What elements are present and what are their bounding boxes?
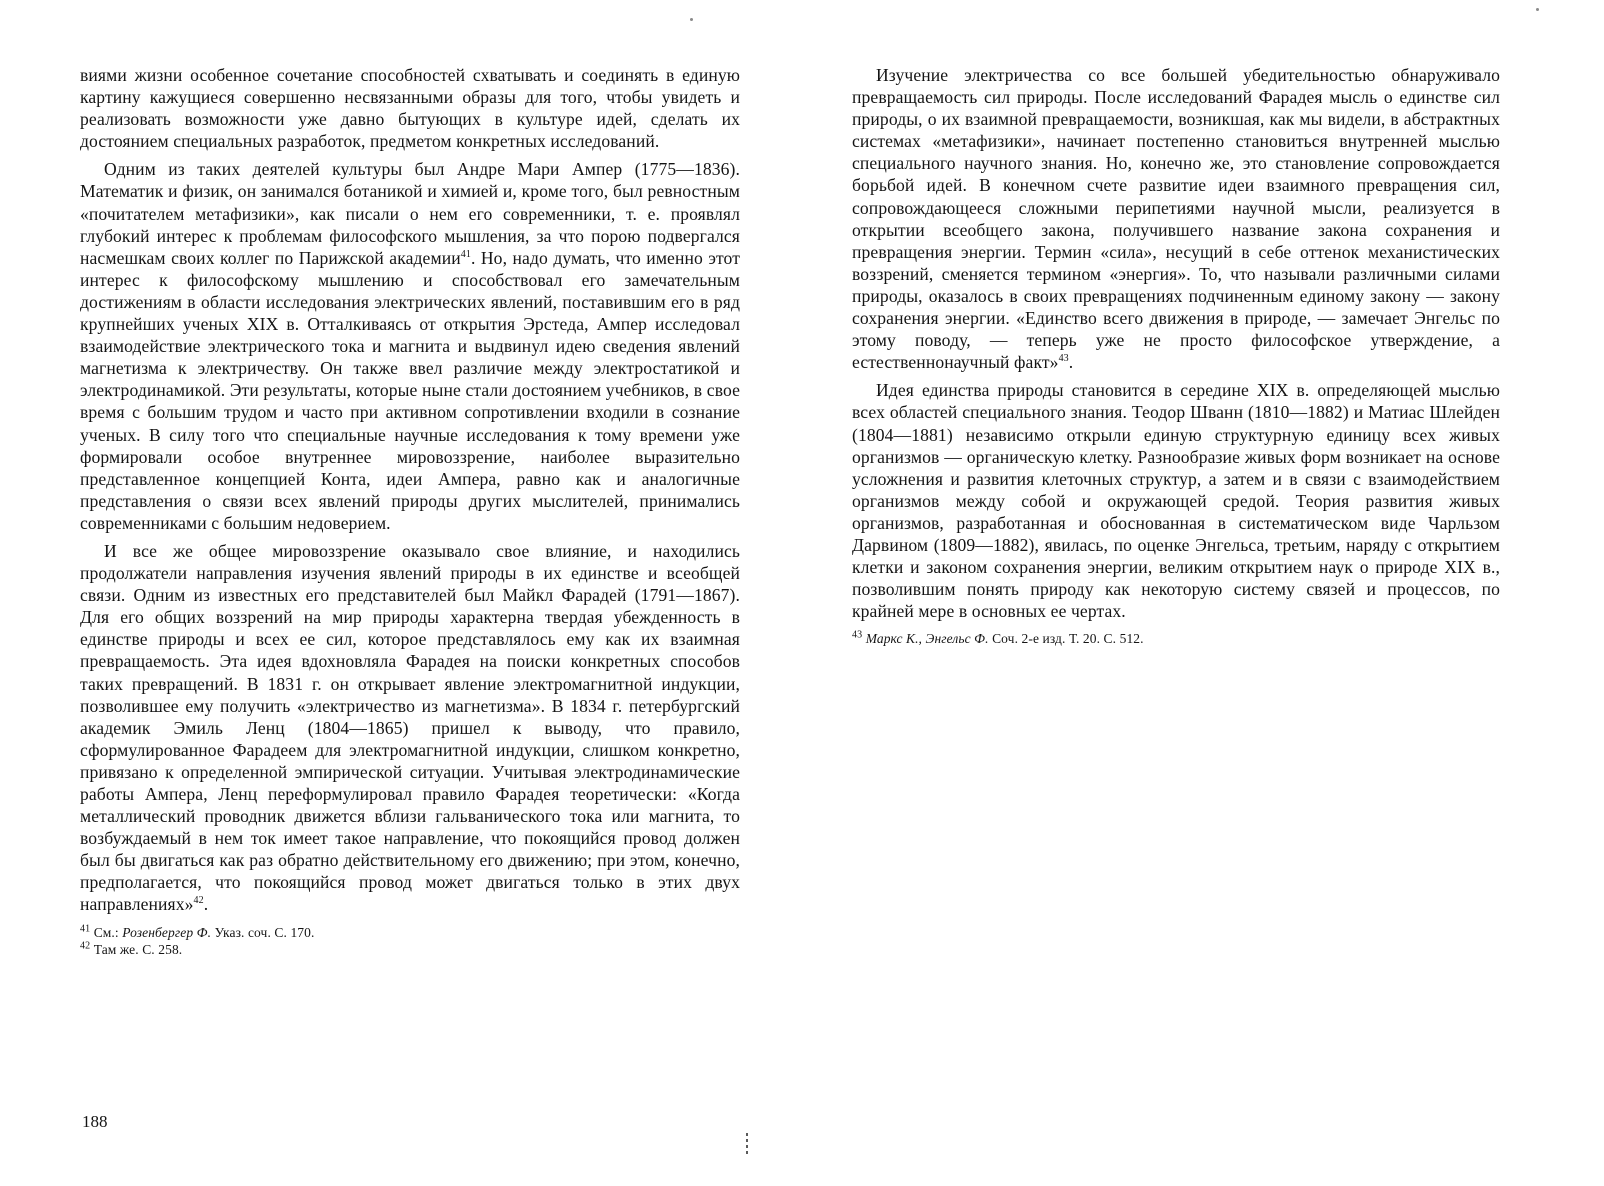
left-text-column bbox=[80, 64, 740, 958]
right-page bbox=[802, 0, 1604, 1186]
paragraph bbox=[80, 64, 740, 152]
footnote-number: 42 bbox=[80, 940, 91, 952]
footnote-ref: 41 bbox=[460, 248, 471, 260]
right-footnotes bbox=[852, 630, 1500, 647]
footnote bbox=[80, 941, 740, 958]
text-run: И все же общее мировоззрение оказывало свое влияние, и находились продолжатели направления изучения явлений природы в их единстве и всеобщей связи. Одним из известных его представителей был Майкл Фарадей (1791—1867). Для его общих воззрений на мир природы характерна твердая убежденность в единстве природы и всех ее сил, которое представлялось ему как их взаимная превращаемость. Эта идея вдохновляла Фарадея на поиски конкретных способов таких превращений. В 1831 г. он открывает явление электромагнитной индукции, позволившее ему получить «электричество из магнетизма». В 1834 г. петербургский академик Эмиль Ленц (1804—1865) пришел к выводу, что правило, сформулированное Фарадеем для электромагнитной индукции, слишком конкретно, привязано к определенной эмпирической ситуации. Учитывая электродинамические работы Ампера, Ленц переформулировал правило Фарадея теоретически: «Когда металлический проводник движется вблизи гальванического тока или магнита, то возбуждаемый в нем ток имеет такое направление, что покоящийся провод должен был бы двигаться как раз обратно действительному его движению; при этом, конечно, предполагается, что покоящийся провод может двигаться только в этих двух направлениях» bbox=[80, 540, 740, 915]
text-run: . bbox=[1068, 352, 1074, 373]
text-run: Одним из таких деятелей культуры был Андре Мари Ампер (1775—1836). Математик и физик, он занимался ботаникой и химией и, кроме того, был ревностным «почитателем метафизики», как писали о нем его современники, т. е. проявлял глубокий интерес к проблемам философского мышления, за что порою подвергался насмешкам своих коллег по Парижской академии bbox=[80, 159, 740, 268]
footnote-source: Соч. 2-е изд. Т. 20. С. 512. bbox=[988, 631, 1144, 647]
footnote-prefix: См.: bbox=[93, 924, 123, 940]
footnote-author: Розенбергер Ф. bbox=[122, 924, 212, 940]
footnote-number: 43 bbox=[852, 629, 863, 641]
left-footnotes bbox=[80, 924, 740, 958]
text-run: . Но, надо думать, что именно этот интерес к философскому мышлению и способствовал его замечательным достижениям в области исследования электрических явлений, поставившим его в ряд крупнейших ученых XIX в. Отталкиваясь от открытия Эрстеда, Ампер исследовал взаимодействие электрического тока и магнита и выдвинул идею сведения явлений магнетизма к электричеству. Он также ввел различие между электростатикой и электродинамикой. Эти результаты, которые ныне стали достоянием учебников, в свое время с большим трудом и часто при активном сопротивлении входили в сознание ученых. В силу того что специальные научные исследования к тому времени уже формировали особое внутреннее мировоззрение, наиболее выразительно представленное концепцией Конта, идеи Ампера, равно как и аналогичные представления о связи всех явлений природы других мыслителей, принимались современниками с большим недоверием. bbox=[80, 247, 740, 533]
footnote-author: Маркс К., Энгельс Ф. bbox=[865, 631, 989, 647]
footnote-ref: 43 bbox=[1058, 353, 1069, 365]
scan-speck bbox=[1536, 8, 1539, 11]
paragraph bbox=[852, 64, 1500, 373]
paragraph bbox=[852, 379, 1500, 622]
text-run: . bbox=[203, 894, 209, 915]
footnote-source: Указ. соч. С. 170. bbox=[211, 924, 315, 940]
footnote bbox=[80, 924, 740, 941]
footnote bbox=[852, 630, 1500, 647]
footnote-number: 41 bbox=[80, 923, 91, 935]
text-run: Изучение электричества со все большей убедительностью обнаруживало превращаемость сил природы. После исследований Фарадея мысль о единстве сил природы, о их взаимной превращаемости, возникшая, как мы видели, в абстрактных системах «метафизики», начинает постепенно становиться внутренней мыслью специального научного знания. Но, конечно же, это становление сопровождается борьбой идей. В конечном счете развитие идеи взаимного превращения сил, сопровождающееся сложными перипетиями научной мысли, реализуется в открытии всеобщего закона, получившего название закона сохранения и превращения энергии. Термин «сила», несущий в себе оттенок механистических воззрений, сменяется термином «энергия». То, что называли различными силами природы, оказалось в своих превращениях подчиненным единому закону — закону сохранения энергии. «Единство всего движения в природе, — замечает Энгельс по этому поводу, — теперь уже не просто философское утверждение, а естественнонаучный факт» bbox=[852, 65, 1500, 373]
paragraph bbox=[80, 158, 740, 534]
page-number: 188 bbox=[82, 1112, 108, 1131]
paragraph bbox=[80, 540, 740, 916]
right-text-column bbox=[852, 64, 1500, 647]
text-run: виями жизни особенное сочетание способностей схватывать и соединять в единую картину кажущиеся совершенно несвязанными образы для того, чтобы увидеть и реализовать возможности уже давно бытующих в культуре идей, сделать их достоянием специальных разработок, предметом конкретных исследований. bbox=[80, 65, 740, 152]
gutter-mark bbox=[746, 1133, 748, 1155]
footnote-prefix: Там же. С. 258. bbox=[93, 941, 183, 957]
scan-speck bbox=[690, 18, 693, 21]
left-body-text bbox=[80, 64, 740, 916]
text-run: Идея единства природы становится в середине XIX в. определяющей мыслью всех областей специального знания. Теодор Шванн (1810—1882) и Матиас Шлейден (1804—1881) независимо открыли единую структурную единицу всех живых организмов — органическую клетку. Разнообразие живых форм возникает на основе усложнения и развития клеточных структур, а затем и в связи с взаимодействием организмов между собой и окружающей средой. Теория развития живых организмов, разработанная и обоснованная в систематическом виде Чарльзом Дарвином (1809—1882), явилась, по оценке Энгельса, третьим, наряду с открытием клетки и законом сохранения энергии, великим открытием наук о природе XIX в., позволившим понять природу как некоторую систему связей и процессов, по крайней мере в основных ее чертах. bbox=[852, 380, 1500, 622]
footnote-ref: 42 bbox=[193, 895, 204, 907]
right-body-text bbox=[852, 64, 1500, 622]
